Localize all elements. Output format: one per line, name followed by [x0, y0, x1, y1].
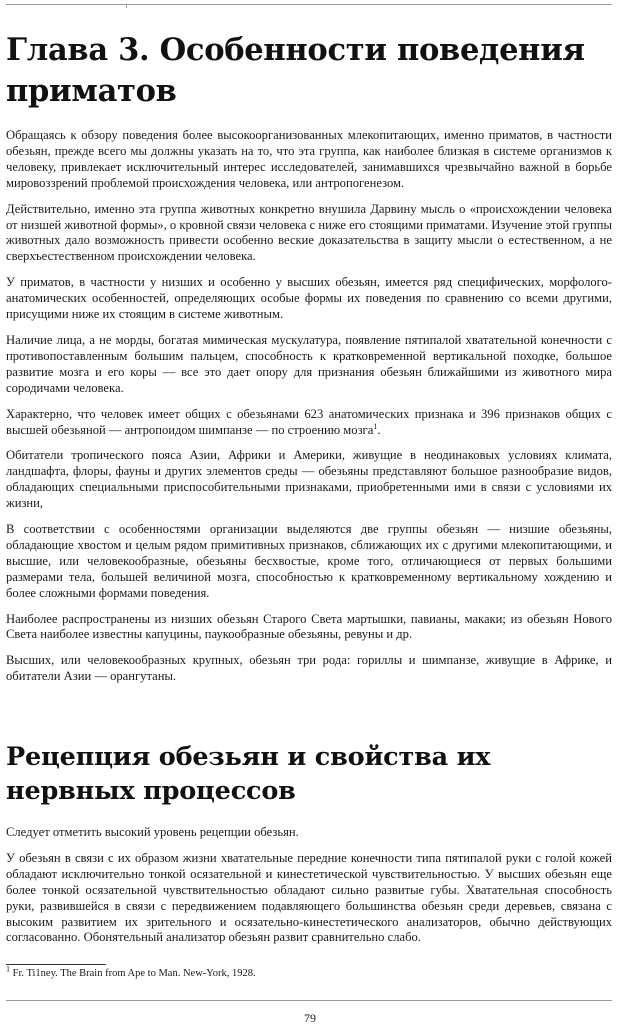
paragraph: Наиболее распространены из низших обезьян Старого Света мартышки, павианы, макаки; из обезьян Нового Света наиболее известны капуцины, паукообразные обезьяны, ревуны и др.: [6, 611, 612, 642]
paragraph: Следует отметить высокий уровень рецепции обезьян.: [6, 825, 299, 839]
paragraph: У приматов, в частности у низших и особенно у высших обезьян, имеется ряд специфических, морфолого-анатомических особенностей, определяющих особые формы их поведения по сравнению со всеми другими, присущими ниже их стоящим в системе животным.: [6, 275, 612, 322]
paragraph: Действительно, именно эта группа животных конкретно внушила Дарвину мысль о «происхождении человека от низшей животной формы», о кровной связи человека с ниже его стоящими приматами. Изучение этой группы животных дало возможность привести особенно веские доказательства в защиту мысли о естественном, а не сверхъестественном происхождении человека.: [6, 201, 612, 264]
header-tick: [126, 4, 127, 8]
paragraph: Обращаясь к обзору поведения более высокоорганизованных млекопитающих, именно приматов, в частности обезьян, прежде всего мы должны указать на то, что эта группа, как наиболее близкая в системе организмов к человеку, привлекает исключительный интерес исследователей, занимавшихся чрезвычайно важной в борьбе мировоззрений проблемой происхождения человека, или антропогенезом.: [6, 128, 612, 190]
footer-rule: [6, 1000, 612, 1001]
sentence-end: .: [377, 422, 381, 437]
footnote: [6, 964, 606, 981]
section-body: [6, 825, 612, 946]
header-rule: [6, 4, 612, 5]
chapter-title: Глава 3. Особенности поведения приматов: [6, 32, 585, 109]
chapter-body: [6, 128, 612, 685]
paragraph: В соответствии с особенностями организации выделяются две группы обезьян — низшие обезьяны, обладающие хвостом и целым рядом примитивных признаков, сближающих их с другими млекопитающими, и высшие, или человекообразные, обезьяны бесхвостые, кроме того, отличающиеся от первых большими размерами тела, большей величиной мозга, способностью к кратковременному вертикальному хождению и более сложными формами поведения.: [6, 522, 612, 600]
paragraph-text: Характерно, что человек имеет общих с обезьянами 623 анатомических признака и 396 признаков общих с высшей обезьяной — антропоидом шимпанзе — по строению мозга: [6, 406, 612, 437]
footnote-text: Fr. Ti1ney. The Brain from Ape to Man. New-York, 1928.: [12, 968, 256, 979]
paragraph: Обитатели тропического пояса Азии, Африки и Америки, живущие в неодинаковых условиях климата, ландшафта, флоры, фауны и других элементов среды — обезьяны представляют большое разнообразие видов, обладающих специальными приспособительными признаками, приобретенными ими в связи с условиями их жизни,: [6, 448, 612, 511]
paragraph: У обезьян в связи с их образом жизни хватательные передние конечности типа пятипалой руки с голой кожей обладают исключительно тонкой осязательной и кинестетической чувствительностью. У высших обезьян еще более тонкой осязательной чувствительностью обладают сильно развитые губы. Хватательная способность руки, развившейся в связи с передвижением подавляющего большинства обезьян среди деревьев, связана с высоким развитием их зрительного и осязательно-кинестетического анализаторов, обычно действующих согласованно. Обонятельный анализатор обезьян развит сравнительно слабо.: [6, 850, 612, 945]
footnote-reference: 1: [373, 421, 378, 431]
section-title: Рецепция обезьян и свойства их нервных процессов: [6, 742, 491, 806]
footnote-marker: 1: [6, 964, 10, 974]
paragraph-with-footnote: [6, 407, 612, 439]
paragraph: Наличие лица, а не морды, богатая мимическая мускулатура, появление пятипалой хватательной конечности с противопоставленным большим пальцем, способность к кратковременной вертикальной походке, большое развитие мозга и его коры — все это дает опору для признания обезьян ближайшими из животного мира сородичами человека.: [6, 332, 612, 395]
paragraph: Высших, или человекообразных крупных, обезьян три рода: гориллы и шимпанзе, живущие в Африке, и обитатели Азии — орангутаны.: [6, 653, 612, 684]
page-number: 79: [304, 1011, 316, 1025]
footnote-rule: [6, 964, 106, 965]
